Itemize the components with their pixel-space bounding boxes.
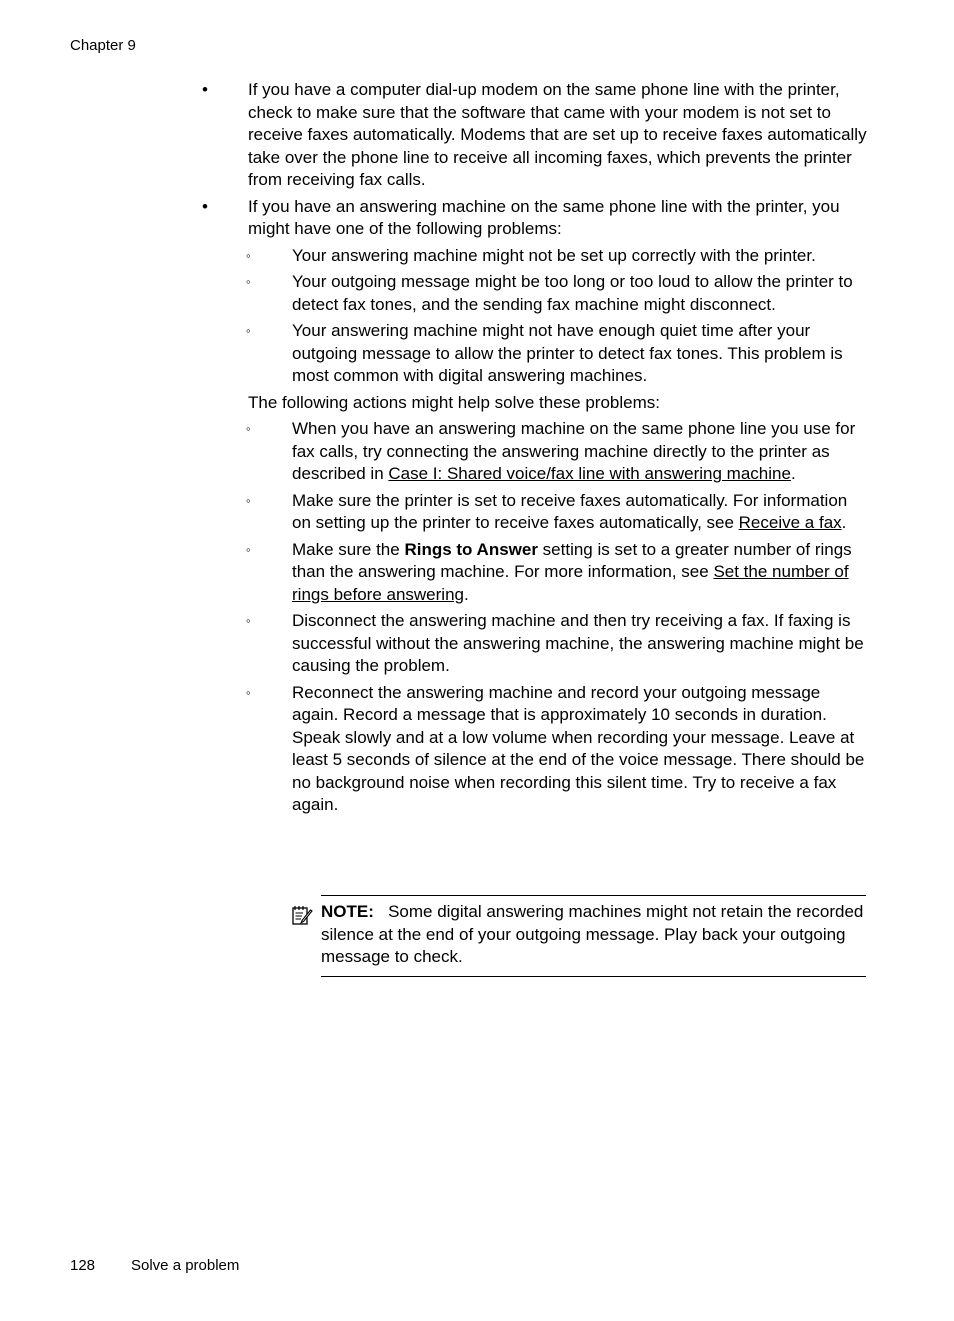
- note-icon: [291, 904, 313, 926]
- sub-bullet-mark: ◦: [246, 247, 251, 263]
- bullet-item: [200, 196, 870, 241]
- bullet-mark: •: [202, 196, 208, 216]
- problem-text: Your answering machine might not have enough quiet time after your outgoing message to allow the printer to detect fax tones. This problem is most common with digital answering machines.: [292, 321, 843, 385]
- link-set-rings[interactable]: Set the number of rings before answering: [292, 562, 849, 604]
- section-name: Solve a problem: [131, 1257, 240, 1274]
- page-number: 128: [70, 1257, 96, 1274]
- problem-text: Your answering machine might not be set up correctly with the printer.: [292, 245, 816, 265]
- page-header: Chapter 9: [70, 37, 136, 54]
- sub-bullet-item: [200, 539, 870, 607]
- note-label: NOTE:: [321, 902, 374, 921]
- main-content: [200, 79, 870, 821]
- sub-bullet-item: [200, 418, 870, 486]
- action-text: Disconnect the answering machine and then try receiving a fax. If faxing is successful without the answering machine, the answering machine might be causing the problem.: [292, 611, 864, 675]
- sub-bullet-mark: ◦: [246, 274, 251, 289]
- sub-bullet-item: [200, 490, 870, 535]
- action-text-end: .: [841, 513, 847, 532]
- bullet-item: [200, 79, 870, 192]
- action-text-end: .: [463, 584, 469, 604]
- page-footer: [70, 1257, 239, 1274]
- bullet-text: If you have a computer dial-up modem on the same phone line with the printer, check to make sure that the software that came with your modem is not set to receive faxes automatically. Modems that are set up to receive faxes automatically take over the phone line to receive all incoming faxes, which prevents the printer from receiving fax calls.: [248, 80, 867, 189]
- bullet-text: If you have an answering machine on the same phone line with the printer, you might have one of the following problems:: [248, 196, 840, 238]
- action-text: Reconnect the answering machine and record your outgoing message again. Record a message that is approximately 10 seconds in duration. Speak slowly and at a low volume when recording your message. Leave at least 5 seconds of silence at the end of the voice message. There should be no background noise when recording this silent time. Try to receive a fax again.: [292, 682, 865, 814]
- link-receive-fax[interactable]: Receive a fax: [738, 513, 842, 532]
- sub-bullet-item: [200, 610, 870, 678]
- actions-intro: The following actions might help solve these problems:: [248, 392, 660, 412]
- sub-bullet-mark: ◦: [246, 492, 251, 508]
- sub-bullet-mark: ◦: [246, 613, 251, 628]
- action-text: When you have an answering machine on the same phone line you use for fax calls, try connecting the answering machine directly to the printer as described in: [292, 419, 856, 483]
- action-text: Make sure the printer is set to receive faxes automatically. For information on setting up the printer to receive faxes automatically, see: [292, 490, 848, 532]
- sub-bullet-mark: ◦: [246, 541, 251, 557]
- action-text-end: .: [790, 464, 796, 483]
- note-box: [321, 895, 866, 977]
- sub-bullet-mark: ◦: [246, 323, 251, 338]
- action-text: Make sure the: [292, 539, 405, 559]
- sub-bullet-mark: ◦: [246, 684, 251, 700]
- action-text: setting is set to a greater number of rings than the answering machine. For more information, see: [292, 539, 852, 581]
- sub-bullet-item: [200, 320, 870, 388]
- setting-name: Rings to Answer: [404, 539, 538, 559]
- sub-bullet-item: [200, 682, 870, 817]
- note-text: Some digital answering machines might not retain the recorded silence at the end of your outgoing message. Play back your outgoing message to check.: [321, 902, 864, 966]
- sub-bullet-mark: ◦: [246, 421, 251, 436]
- sub-bullet-item: [200, 271, 870, 316]
- bullet-mark: •: [202, 80, 208, 99]
- sub-bullet-item: [200, 245, 870, 268]
- link-case-i[interactable]: Case I: Shared voice/fax line with answering machine: [388, 464, 791, 483]
- problem-text: Your outgoing message might be too long or too loud to allow the printer to detect fax tones, and the sending fax machine might disconnect.: [292, 272, 853, 314]
